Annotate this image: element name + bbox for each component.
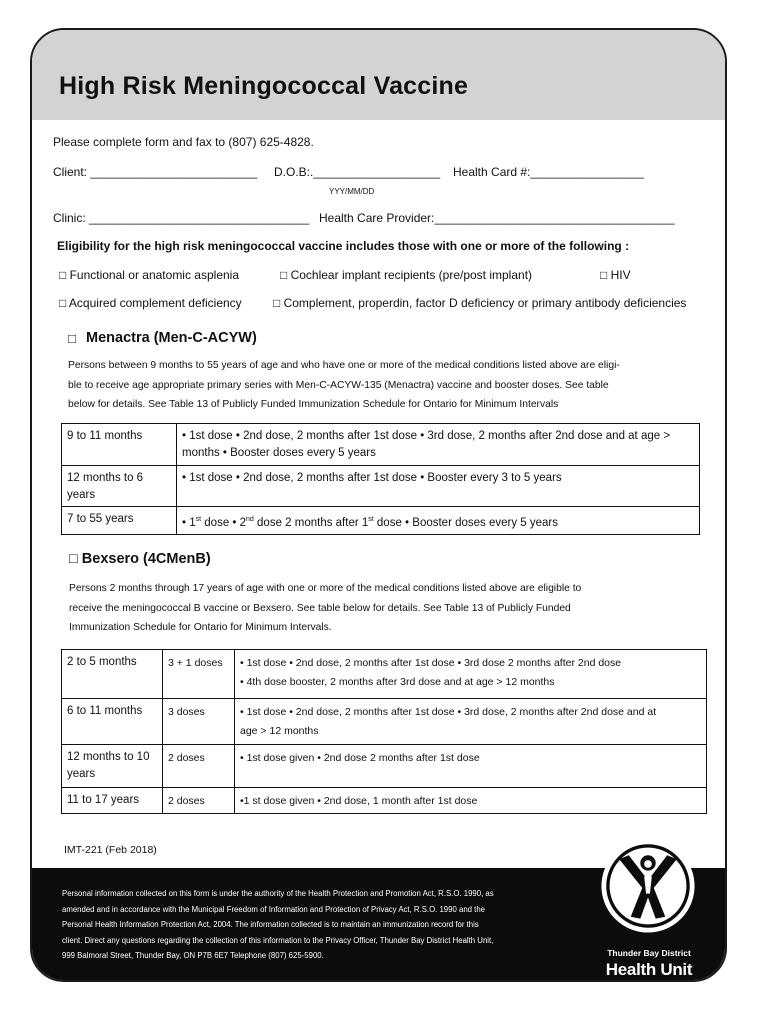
client-field[interactable]: Client: _________________________ [53,165,258,179]
age-cell: 9 to 11 months [62,424,177,466]
form-title: High Risk Meningococcal Vaccine [59,72,469,100]
privacy-line: Personal Health Information Protection Act, 2004. The information collected is to maintain an immunization record for this [62,920,479,929]
condition-cochlear[interactable]: □ Cochlear implant recipients (pre/post implant) [280,268,533,282]
menactra-description-line: below for details. See Table 13 of Publicly Funded Immunization Schedule for Ontario for Minimum Intervals [68,399,559,410]
menactra-table [61,423,700,535]
provider-field[interactable]: Health Care Provider:____________________________________ [319,211,675,225]
condition-asplenia[interactable]: □ Functional or anatomic asplenia [59,268,240,282]
condition-complement[interactable]: □ Acquired complement deficiency [59,296,242,310]
doses-cell: 2 doses [163,745,235,788]
menactra-description-line: ble to receive age appropriate primary series with Men-C-ACYW-135 (Menactra) vaccine and booster doses. See table [68,379,609,391]
schedule-cell [235,699,707,745]
logo-text-health-unit: Health Unit [605,960,693,979]
doses-cell: 3 doses [163,699,235,745]
schedule-cell [177,507,700,535]
age-cell: 2 to 5 months [62,650,163,699]
privacy-line: client. Direct any questions regarding the collection of this information to the Privacy Officer, Thunder Bay District Health Unit, [62,935,494,945]
menactra-checkbox[interactable]: □ [68,331,77,346]
menactra-heading: Menactra (Men-C-ACYW) [86,330,257,346]
eligibility-heading: Eligibility for the high risk meningococcal vaccine includes those with one or more of the following : [57,239,630,253]
logo-text-district: Thunder Bay District [607,948,691,958]
health-card-field[interactable]: Health Card #:_________________ [453,165,644,179]
menactra-description [68,356,708,415]
table-row [62,466,700,507]
bexsero-description-line: Immunization Schedule for Ontario for Minimum Intervals. [69,622,332,633]
ordinal-suffix: nd [246,516,254,523]
doses-cell: 2 doses [163,788,235,814]
table-row [62,699,707,745]
schedule-cell [235,650,707,699]
menactra-description-line: Persons between 9 months to 55 years of age and who have one or more of the medical conditions listed above are eligi- [68,360,620,371]
schedule-cell [235,745,707,788]
bexsero-description [69,579,709,638]
age-cell: 7 to 55 years [62,507,177,535]
schedule-line: age > 12 months [240,725,319,737]
schedule-text: dose • Booster doses every 5 years [373,516,559,529]
form-code: IMT-221 (Feb 2018) [64,844,157,856]
schedule-text: dose • 2 [201,516,247,529]
table-row [62,507,700,535]
schedule-line: • 1st dose • 2nd dose, 2 months after 1st dose • 3rd dose 2 months after 2nd dose [240,657,622,669]
ordinal-suffix: st [195,516,202,523]
privacy-notice [62,886,582,964]
privacy-line: 999 Balmoral Street, Thunder Bay, ON P7B 6E7 Telephone (807) 625-5900. [62,951,324,960]
dob-field[interactable]: D.O.B:.___________________ [274,165,441,179]
schedule-text: dose 2 months after 1 [253,516,369,529]
schedule-cell: • 1st dose • 2nd dose, 2 months after 1st dose • Booster every 3 to 5 years [177,466,700,507]
condition-hiv[interactable]: □ HIV [600,268,631,282]
age-cell: 12 months to 10 years [62,745,163,788]
schedule-line: • 1st dose given • 2nd dose 2 months after 1st dose [240,752,480,764]
ordinal-suffix: st [368,516,374,523]
table-row [62,745,707,788]
table-row [62,650,707,699]
condition-properdin[interactable]: □ Complement, properdin, factor D deficiency or primary antibody deficiencies [273,296,687,310]
table-row [62,788,707,814]
schedule-text: • 1 [182,516,196,529]
health-unit-logo-icon [600,838,696,934]
privacy-footer [32,868,725,980]
schedule-line: • 1st dose • 2nd dose, 2 months after 1st dose • 3rd dose, 2 months after 2nd dose and at [240,706,657,718]
dob-format-hint: YYY/MM/DD [329,187,375,196]
bexsero-description-line: Persons 2 months through 17 years of age with one or more of the medical conditions listed above are eligible to [69,583,582,594]
clinic-field[interactable]: Clinic: _________________________________ [53,211,310,225]
schedule-cell [235,788,707,814]
bexsero-heading[interactable]: □ Bexsero (4CMenB) [69,551,211,567]
table-row [62,424,700,466]
form-card [30,28,727,982]
doses-cell: 3 + 1 doses [163,650,235,699]
privacy-line: Personal information collected on this form is under the authority of the Health Protection and Promotion Act, R.S.O. 1990, as [62,889,494,898]
schedule-line: • 4th dose booster, 2 months after 3rd dose and at age > 12 months [240,676,555,688]
bexsero-description-line: receive the meningococcal B vaccine or Bexsero. See table below for details. See Table 13 of Publicly Funded [69,602,571,614]
privacy-line: amended and in accordance with the Municipal Freedom of Information and Protection of Privacy Act, R.S.O. 1990 and the [62,904,486,914]
age-cell: 12 months to 6 years [62,466,177,507]
schedule-cell: • 1st dose • 2nd dose, 2 months after 1st dose • 3rd dose, 2 months after 2nd dose and at age > months • Booster doses every 5 years [177,424,700,466]
age-cell: 11 to 17 years [62,788,163,814]
bexsero-table [61,649,707,814]
age-cell: 6 to 11 months [62,699,163,745]
schedule-line: •1 st dose given • 2nd dose, 1 month after 1st dose [240,795,478,807]
fax-instruction: Please complete form and fax to (807) 625-4828. [53,135,314,149]
form-header [32,30,725,120]
